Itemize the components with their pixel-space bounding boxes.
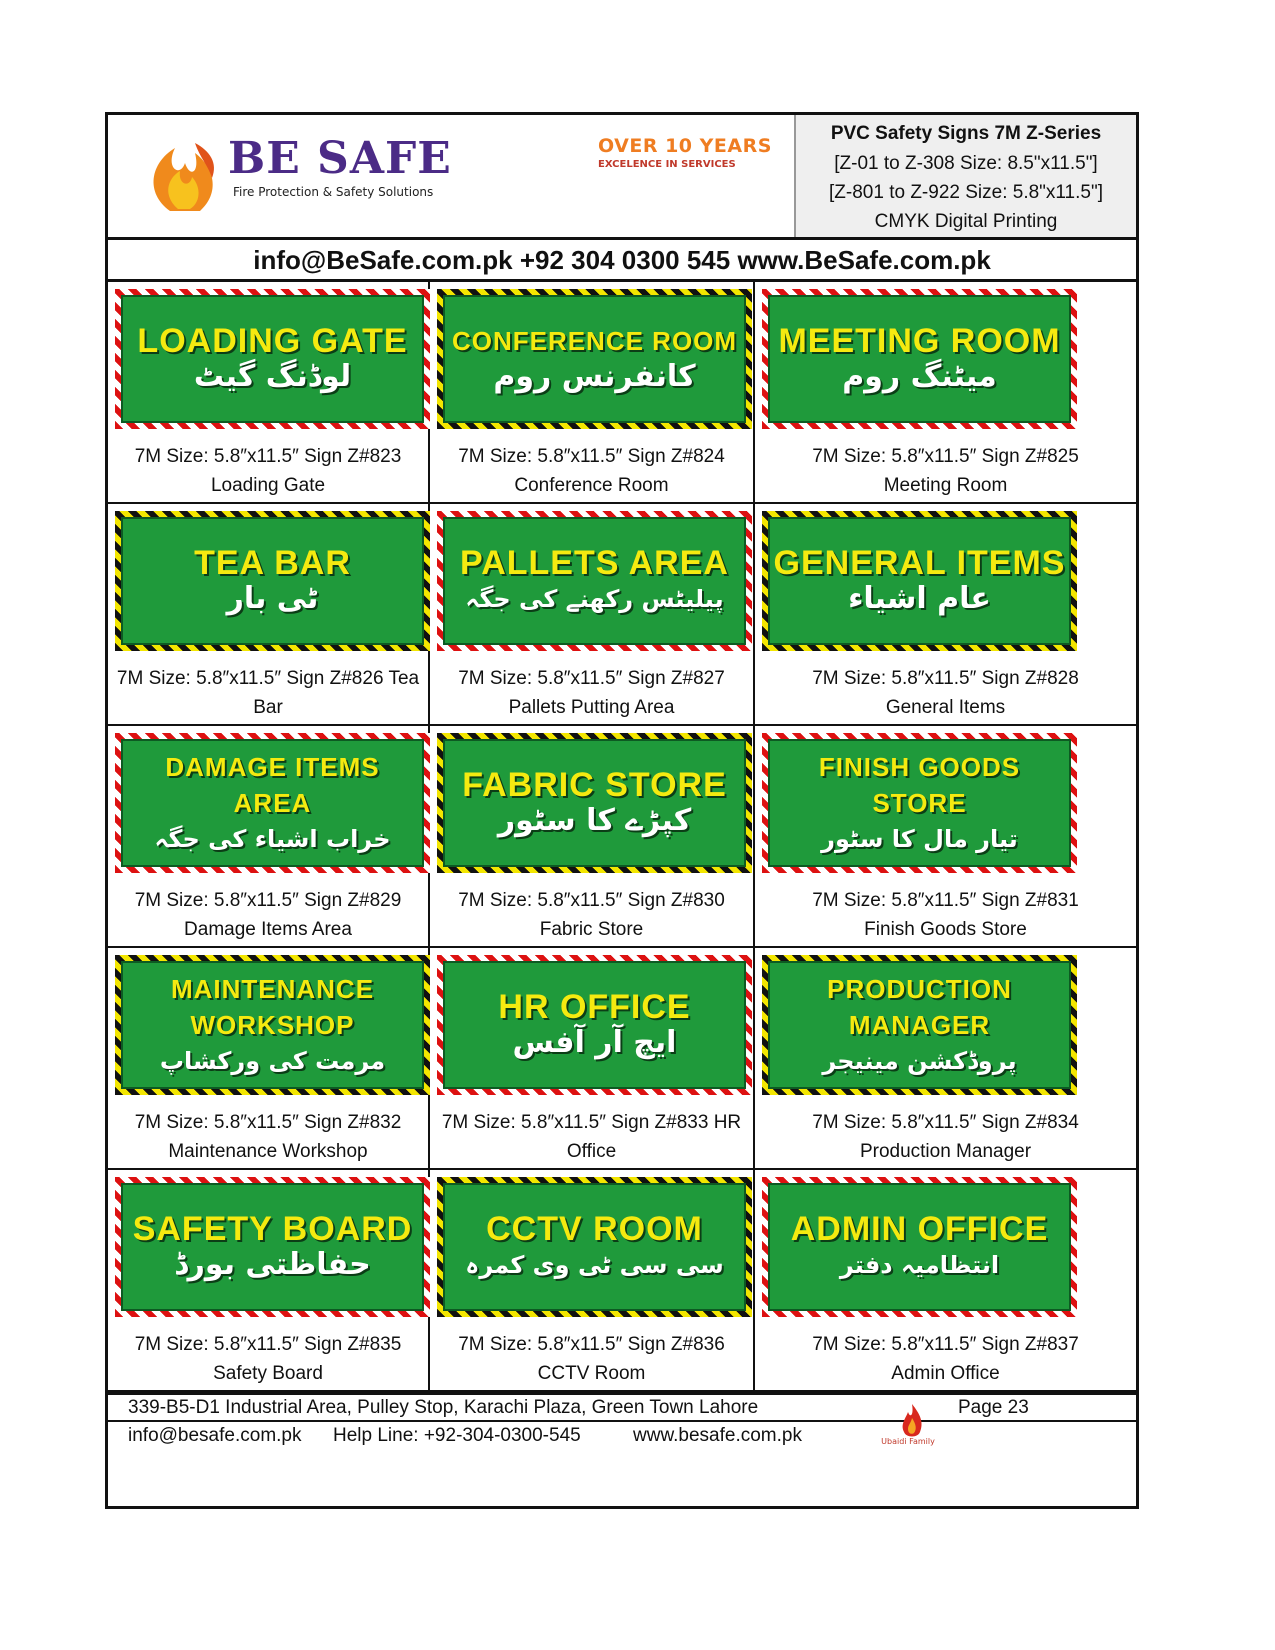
sign-panel <box>443 739 746 867</box>
sign-panel <box>768 739 1071 867</box>
sign-english-text: PRODUCTION MANAGER <box>827 974 1012 1040</box>
sign-grid <box>108 282 1136 1392</box>
sign-image <box>115 1177 430 1317</box>
sign-caption-size: 7M Size: 5.8″x11.5″ Sign Z#834 <box>812 1112 1079 1133</box>
sign-urdu-text: پروڈکشن مینیجر <box>822 1047 1017 1075</box>
series-range-1: [Z-01 to Z-308 Size: 8.5"x11.5"] <box>834 153 1098 174</box>
sign-caption-size: 7M Size: 5.8″x11.5″ Sign Z#829 <box>134 890 402 911</box>
sign-panel <box>443 961 746 1089</box>
sign-caption-title: Maintenance Workshop <box>168 1141 368 1162</box>
sign-cell <box>755 504 1136 726</box>
sign-image <box>437 733 752 873</box>
sign-english-text: FABRIC STORE <box>462 766 727 804</box>
sign-cell <box>108 1170 430 1392</box>
sign-english-text: CCTV ROOM <box>486 1210 703 1248</box>
sign-cell <box>430 282 755 504</box>
sign-image <box>762 289 1077 429</box>
sign-cell <box>108 948 430 1170</box>
sign-image <box>762 1177 1077 1317</box>
page-number: Page 23 <box>958 1397 1029 1418</box>
sign-caption-size: 7M Size: 5.8″x11.5″ Sign Z#837 <box>812 1334 1079 1355</box>
flame-caption: Ubaidi Family <box>881 1437 935 1446</box>
sign-caption-size: 7M Size: 5.8″x11.5″ Sign Z#832 <box>134 1112 402 1133</box>
sign-image <box>115 511 430 651</box>
catalog-page <box>105 112 1139 1509</box>
series-title: PVC Safety Signs 7M Z-Series <box>830 123 1102 144</box>
sign-image <box>762 733 1077 873</box>
sign-caption <box>108 442 428 500</box>
footer-helpline: Help Line: +92-304-0300-545 <box>333 1425 581 1446</box>
sign-english-text: PALLETS AREA <box>460 544 729 582</box>
sign-cell <box>755 282 1136 504</box>
sign-caption-title: CCTV Room <box>537 1363 646 1384</box>
sign-caption-title: Safety Board <box>213 1363 323 1384</box>
sign-caption-title: Office <box>566 1141 617 1162</box>
sign-urdu-text: انتظامیہ دفتر <box>839 1251 1000 1279</box>
sign-caption <box>430 1108 753 1166</box>
sign-caption-size: 7M Size: 5.8″x11.5″ Sign Z#833 HR <box>441 1112 742 1133</box>
sign-image <box>115 955 430 1095</box>
sign-caption-title: Loading Gate <box>210 475 326 496</box>
sign-panel <box>443 295 746 423</box>
sign-english-text: MAINTENANCE WORKSHOP <box>170 974 375 1040</box>
sign-urdu-text: مرمت کی ورکشاپ <box>159 1047 386 1075</box>
footer-address-row <box>108 1392 1136 1422</box>
sign-caption-title: Conference Room <box>514 475 669 496</box>
sign-caption-size: 7M Size: 5.8″x11.5″ Sign Z#830 <box>458 890 725 911</box>
sign-urdu-text: کانفرنس روم <box>493 359 696 394</box>
sign-english-text: HR OFFICE <box>498 988 691 1026</box>
sign-cell <box>108 504 430 726</box>
sign-english-text: GENERAL ITEMS <box>773 544 1066 582</box>
sign-panel <box>121 295 424 423</box>
sign-image <box>437 1177 752 1317</box>
sign-image <box>437 289 752 429</box>
sign-english-text: DAMAGE ITEMS AREA <box>165 752 380 818</box>
sign-caption-size: 7M Size: 5.8″x11.5″ Sign Z#824 <box>458 446 725 467</box>
sign-caption-size: 7M Size: 5.8″x11.5″ Sign Z#827 <box>458 668 725 689</box>
sign-caption <box>755 1330 1136 1388</box>
sign-urdu-text: کپڑے کا سٹور <box>497 803 692 838</box>
brand-box <box>108 115 796 237</box>
sign-panel <box>443 517 746 645</box>
sign-panel <box>121 1183 424 1311</box>
sign-caption-size: 7M Size: 5.8″x11.5″ Sign Z#823 <box>134 446 402 467</box>
sign-image <box>115 733 430 873</box>
sign-caption <box>108 1330 428 1388</box>
sign-caption-title: Fabric Store <box>539 919 644 940</box>
series-range-2: [Z-801 to Z-922 Size: 5.8"x11.5"] <box>829 182 1103 203</box>
sign-caption-size: 7M Size: 5.8″x11.5″ Sign Z#835 <box>134 1334 402 1355</box>
sign-caption-size: 7M Size: 5.8″x11.5″ Sign Z#828 <box>812 668 1079 689</box>
footer-email: info@besafe.com.pk <box>128 1425 302 1446</box>
sign-panel <box>768 517 1071 645</box>
sign-caption-title: Production Manager <box>859 1141 1032 1162</box>
sign-urdu-text: سی سی ٹی وی کمرہ <box>465 1251 724 1279</box>
sign-urdu-text: میٹنگ روم <box>842 359 997 394</box>
sign-caption-size: 7M Size: 5.8″x11.5″ Sign Z#826 Tea <box>116 668 420 689</box>
sign-caption <box>108 1108 428 1166</box>
sign-image <box>762 511 1077 651</box>
sign-urdu-text: ٹی بار <box>226 581 319 616</box>
sign-caption-title: Damage Items Area <box>184 919 352 940</box>
sign-english-text: ADMIN OFFICE <box>790 1210 1049 1248</box>
sign-image <box>437 511 752 651</box>
sign-caption <box>430 442 753 500</box>
sign-panel <box>121 961 424 1089</box>
sign-cell <box>430 948 755 1170</box>
sign-panel <box>768 1183 1071 1311</box>
contact-bar: info@BeSafe.com.pk +92 304 0300 545 www.BeSafe.com.pk <box>108 240 1136 282</box>
sign-cell <box>108 726 430 948</box>
sign-image <box>115 289 430 429</box>
sign-english-text: CONFERENCE ROOM <box>451 326 738 356</box>
footer-address: 339-B5-D1 Industrial Area, Pulley Stop, Karachi Plaza, Green Town Lahore <box>128 1397 759 1418</box>
sign-english-text: MEETING ROOM <box>778 322 1061 360</box>
sign-panel <box>768 295 1071 423</box>
footer-website: www.besafe.com.pk <box>633 1425 802 1446</box>
sign-cell <box>430 726 755 948</box>
sign-caption-title: Meeting Room <box>883 475 1008 496</box>
sign-panel <box>768 961 1071 1089</box>
sign-caption-title: General Items <box>885 697 1006 718</box>
sign-cell <box>755 948 1136 1170</box>
brand-name: BE SAFE <box>228 133 452 184</box>
sign-english-text: TEA BAR <box>194 544 351 582</box>
sign-urdu-text: حفاظتی بورڈ <box>174 1247 371 1282</box>
sign-cell <box>108 282 430 504</box>
sign-caption-size: 7M Size: 5.8″x11.5″ Sign Z#825 <box>812 446 1079 467</box>
sign-panel <box>121 517 424 645</box>
sign-panel <box>443 1183 746 1311</box>
sign-caption <box>430 1330 753 1388</box>
sign-caption-title: Admin Office <box>891 1363 1000 1384</box>
sign-cell <box>430 504 755 726</box>
years-badge-sub: EXCELENCE IN SERVICES <box>598 159 736 170</box>
sign-urdu-text: خراب اشیاء کی جگہ <box>154 825 391 853</box>
sign-cell <box>430 1170 755 1392</box>
sign-cell <box>755 1170 1136 1392</box>
sign-image <box>437 955 752 1095</box>
sign-caption <box>755 886 1136 944</box>
sign-caption <box>755 1108 1136 1166</box>
sign-image <box>762 955 1077 1095</box>
page-header <box>108 115 1136 240</box>
flame-logo-icon <box>140 133 230 213</box>
sign-urdu-text: لوڈنگ گیٹ <box>193 359 352 394</box>
brand-tagline: Fire Protection & Safety Solutions <box>233 185 434 199</box>
sign-caption <box>108 664 428 722</box>
sign-english-text: LOADING GATE <box>137 322 408 360</box>
sign-caption-size: 7M Size: 5.8″x11.5″ Sign Z#836 <box>458 1334 725 1355</box>
sign-caption-title: Bar <box>253 697 283 718</box>
years-badge <box>598 135 778 195</box>
sign-caption <box>755 442 1136 500</box>
series-printing: CMYK Digital Printing <box>874 211 1058 232</box>
sign-urdu-text: تیار مال کا سٹور <box>821 825 1018 853</box>
sign-panel <box>121 739 424 867</box>
sign-caption-title: Pallets Putting Area <box>508 697 675 718</box>
footer-contact-row <box>108 1422 1136 1452</box>
sign-caption <box>430 886 753 944</box>
sign-urdu-text: عام اشیاء <box>848 581 991 616</box>
sign-urdu-text: پیلیٹس رکھنے کی جگہ <box>465 585 724 613</box>
sign-caption <box>430 664 753 722</box>
sign-caption-size: 7M Size: 5.8″x11.5″ Sign Z#831 <box>812 890 1079 911</box>
series-info <box>796 115 1136 237</box>
sign-cell <box>755 726 1136 948</box>
sign-english-text: FINISH GOODS STORE <box>818 752 1021 818</box>
sign-urdu-text: ایچ آر آفس <box>512 1025 677 1060</box>
sign-caption-title: Finish Goods Store <box>864 919 1027 940</box>
sign-caption <box>108 886 428 944</box>
years-badge-text: OVER 10 YEARS <box>598 135 772 157</box>
sign-english-text: SAFETY BOARD <box>132 1210 413 1248</box>
sign-caption <box>755 664 1136 722</box>
